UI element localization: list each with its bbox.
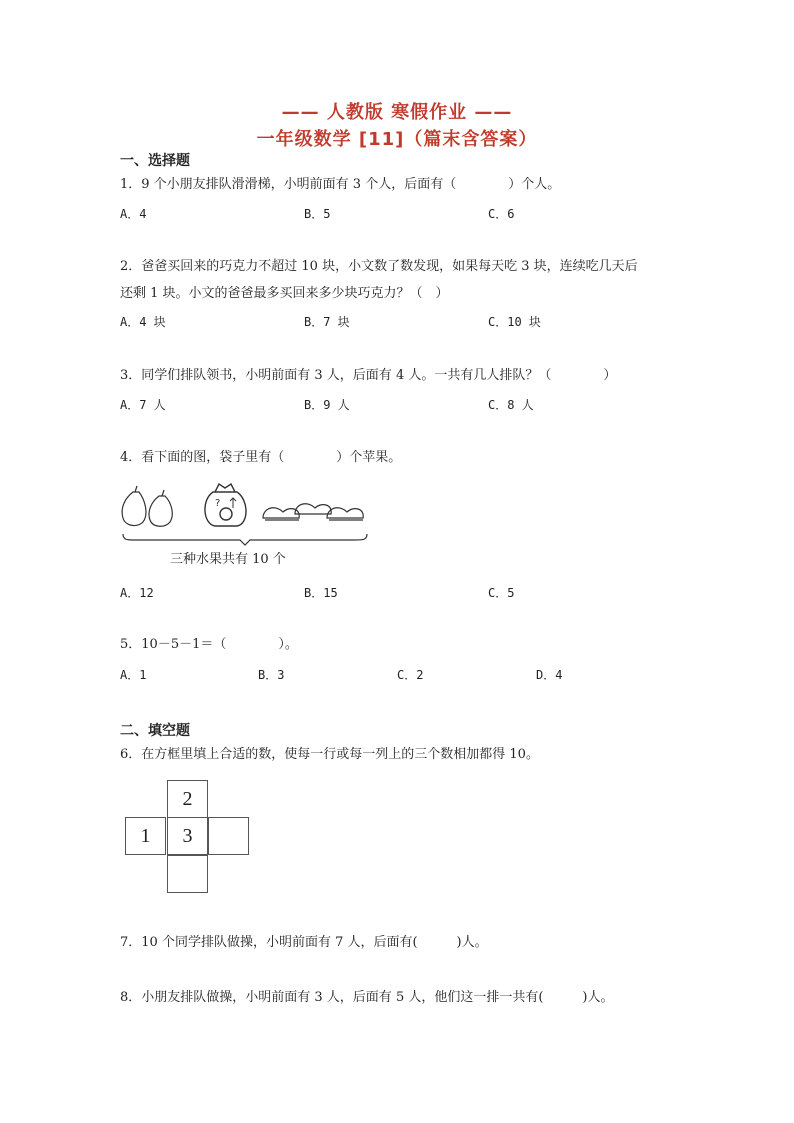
peach-icon (327, 508, 363, 520)
question-1: 1．9 个小朋友排队滑滑梯，小明前面有 3 个人，后面有（ ）个人。 (120, 177, 561, 192)
q5-option-a: A．1 (120, 668, 147, 682)
grid-cell-right[interactable] (208, 817, 249, 855)
section-fill: 二、填空题 (120, 723, 190, 739)
q1-option-a: A．4 (120, 207, 147, 221)
brace-line (123, 534, 367, 545)
question-8: 8．小朋友排队做操，小明前面有 3 人，后面有 5 人，他们这一排一共有( )人。 (120, 990, 614, 1005)
figure-caption: 三种水果共有 10 个 (170, 552, 286, 567)
q1-option-b: B．5 (304, 207, 331, 221)
q4-option-a: A．12 (120, 586, 154, 600)
title-line-2: 一年级数学 [11]（篇末含答案） (256, 129, 538, 150)
q3-option-b: B．9 人 (304, 398, 350, 412)
q4-option-c: C．5 (488, 586, 515, 600)
q1-option-c: C．6 (488, 207, 515, 221)
question-6: 6．在方框里填上合适的数，使每一行或每一列上的三个数相加都得 10。 (120, 747, 539, 762)
peach-icon (295, 504, 331, 514)
q5-option-d: D．4 (536, 668, 563, 682)
arrow-up-icon (230, 498, 236, 508)
title-line-1: —— 人教版 寒假作业 —— (281, 102, 513, 123)
peach-icon (263, 508, 299, 520)
question-3: 3．同学们排队领书，小明前面有 3 人，后面有 4 人。一共有几人排队？（ ） (120, 368, 617, 383)
question-5: 5．10－5－1＝（ ）。 (120, 637, 298, 652)
q3-option-c: C．8 人 (488, 398, 534, 412)
grid-cell-left: 1 (125, 817, 166, 855)
pear-icon (149, 490, 172, 526)
q2-option-b: B．7 块 (304, 315, 350, 329)
q5-option-b: B．3 (258, 668, 285, 682)
grid-cell-bottom[interactable] (167, 855, 208, 893)
pear-icon (122, 486, 146, 525)
grid-cell-top: 2 (167, 780, 208, 818)
question-2-line-1: 2．爸爸买回来的巧克力不超过 10 块，小文数了数发现，如果每天吃 3 块，连续吃几天后 (120, 259, 638, 274)
bag-icon (205, 484, 246, 526)
q4-option-b: B．15 (304, 586, 338, 600)
bag-question-mark: ? (215, 498, 221, 509)
question-4: 4．看下面的图，袋子里有（ ）个苹果。 (120, 450, 402, 465)
q3-option-a: A．7 人 (120, 398, 166, 412)
fruit-figure (115, 478, 375, 548)
grid-cell-center: 3 (167, 817, 208, 855)
q2-option-c: C．10 块 (488, 315, 541, 329)
section-choice: 一、选择题 (120, 153, 190, 169)
question-7: 7．10 个同学排队做操，小明前面有 7 人，后面有( )人。 (120, 935, 488, 950)
q2-option-a: A．4 块 (120, 315, 166, 329)
question-2-line-2: 还剩 1 块。小文的爸爸最多买回来多少块巧克力？（ ） (120, 286, 449, 301)
q5-option-c: C．2 (397, 668, 424, 682)
